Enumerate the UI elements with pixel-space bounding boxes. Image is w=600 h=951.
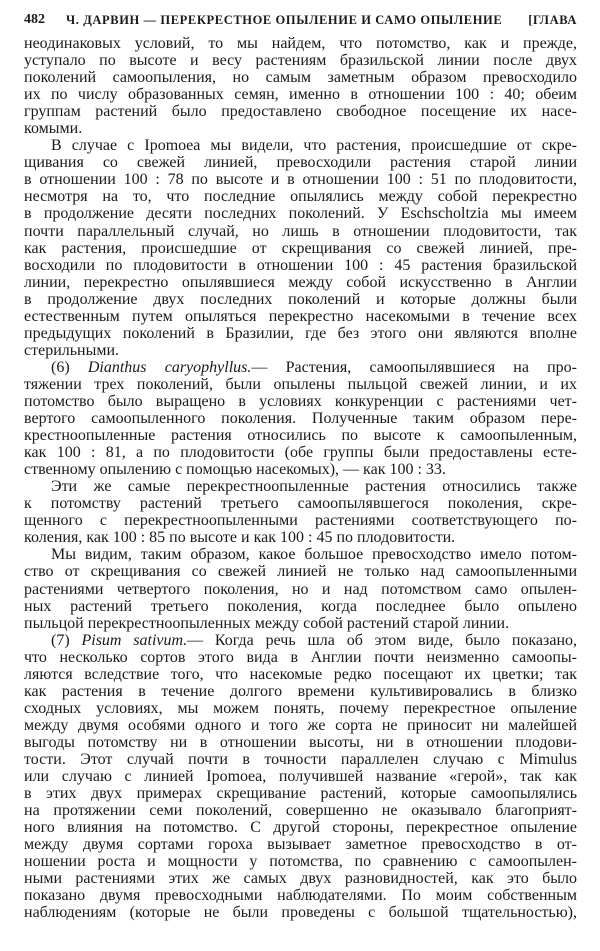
text-line: щенного с перекрестноопыленными растениями соответствующего по- [24, 512, 577, 530]
section-number: (7) [51, 631, 82, 649]
text-line: как растения, происшедшие от скрещивания со свежей линией, пре- [24, 239, 577, 257]
text-line: пыльцой перекрестноопыленных между собой растений старой линии. [24, 614, 510, 632]
text-line: ственному опылению с помощью насекомых), — как 100 : 33. [24, 461, 446, 479]
text-line: уступало по высоте и весу растениям бразильской линии после двух [24, 52, 577, 70]
text-line: несмотря на то, что последние опылялись между собой перекрестно [24, 188, 577, 206]
species-name: Dianthus caryophyllus. [87, 358, 252, 376]
page-number: 482 [24, 12, 45, 27]
text-line: щивания со свежей линией, превосходили растения старой линии [24, 154, 577, 172]
text-line: ного влияния на потомство. С другой стороны, перекрестное опыление [24, 819, 577, 837]
text-line: коления, как 100 : 85 по высоте и как 100 : 45 по плодовитости. [24, 529, 456, 547]
chapter-label: [ГЛАВА [528, 13, 577, 27]
text-line: потомство было выращено в условиях конкуренции с растениями чет- [24, 392, 577, 410]
text-line: к потомству растений третьего самоопылявшегося поколения, скре- [24, 495, 577, 513]
text-line: ными растениями этих же самых двух разновидностей, как это было [24, 870, 577, 888]
page-header [24, 12, 577, 32]
text-line: В случае с Ipomoea мы видели, что растения, происшедшие от скре- [51, 137, 577, 155]
text-line: восходили по плодовитости в отношении 100 : 45 растения бразильской [24, 256, 577, 274]
text-line: или случаю с линией Ipomoea, получившей название «герой», так как [24, 768, 577, 786]
text-line: стерильными. [24, 341, 120, 359]
text-line: между двумя особями одного и того же сорта не приносит ни малейшей [24, 716, 577, 734]
text-line: предыдущих поколений в Бразилии, где без этого они являются вполне [24, 324, 577, 342]
text-line: в продолжение двух последних поколений и которые должны были [24, 290, 577, 308]
text-line: ляются вследствие того, что насекомые редко посещают их цветки; так [24, 665, 577, 683]
text-line: растениями четвертого поколения, но и над потомством само опылен- [24, 580, 577, 598]
text-line: как растения в течение долгого времени культивировались в близко [24, 682, 577, 700]
text-line [24, 632, 577, 649]
text-line: на протяжении семи поколений, совершенно не оказывало благоприят- [24, 802, 577, 820]
text-line: группам растений было предоставлено свободное посещение их насе- [24, 103, 577, 121]
text-line: в продолжение десяти последних поколений. У Eschscholtzia мы имеем [24, 205, 577, 223]
text-line: что несколько сортов этого вида в Англии почти неизменно самоопы- [24, 648, 577, 666]
line-text: — Растения, самоопылявшиеся на про- [251, 358, 578, 376]
text-line: вертого самоопыленного поколения. Полученные таким образом пере- [24, 410, 577, 428]
text-line: показано двумя превосходными наблюдателями. По моим собственным [24, 887, 577, 905]
text-line: как 100 : 81, а по плодовитости (обе группы были предоставлены есте- [24, 444, 577, 462]
text-line: естественным путем опыляться перекрестно насекомыми в течение всех [24, 307, 577, 325]
text-line: тяжении трех поколений, были опылены пыльцой свежей линии, и их [24, 375, 577, 393]
text-line: поколений самоопыления, но самым заметным образом превосходило [24, 69, 577, 87]
text-line: тости. Этот случай почти в точности параллелен случаю с Mimulus [24, 750, 577, 768]
text-line: выгоды потомству ни в отношении высоты, ни в отношении плодови- [24, 733, 577, 751]
species-name: Pisum sativum. [81, 631, 188, 649]
text-line: почти параллельный случай, но лишь в отношении плодовитости, так [24, 222, 577, 240]
text-line: ных растений третьего поколения, когда последнее было опылено [24, 597, 577, 615]
text-line: Мы видим, таким образом, какое большое превосходство имело потом- [51, 546, 577, 564]
text-line: наблюдениям (которые не были проведены с большой тщательностью), [24, 904, 577, 922]
running-title: Ч. ДАРВИН — ПЕРЕКРЕСТНОЕ ОПЫЛЕНИЕ И САМО ОПЫЛЕНИЕ [66, 13, 503, 27]
text-line: ство от скрещивания со свежей линией не только над самоопыленными [24, 563, 577, 581]
text-line: комыми. [24, 120, 83, 138]
line-text: — Когда речь шла об этом виде, было показано, [187, 631, 577, 649]
text-line: в отношении 100 : 78 по высоте и в отношении 100 : 51 по плодовитости, [24, 171, 577, 189]
text-line: крестноопыленные растения относились по высоте к самоопыленным, [24, 427, 577, 445]
text-line: ношении роста и мощности у потомства, по сравнению с самоопылен- [24, 853, 577, 871]
text-line: в этих двух примерах скрещивание растений, которые самоопылялись [24, 785, 577, 803]
section-number: (6) [51, 358, 88, 376]
text-line: сходных условиях, мы можем понять, почему перекрестное опыление [24, 699, 577, 717]
text-line: неодинаковых условий, то мы найдем, что потомство, как и прежде, [24, 35, 577, 52]
text-line: линии, перекрестно опылявшиеся между собой искусственно в Англии [24, 273, 577, 291]
body-text [24, 35, 577, 921]
text-line: Эти же самые перекрестноопыленные растения относились также [51, 478, 577, 496]
text-line: между двумя сортами гороха вызывает заметное превосходство в от- [24, 836, 577, 854]
text-line: их по числу образованных семян, именно в отношении 100 : 40; обеим [24, 86, 577, 104]
text-line [24, 359, 577, 376]
